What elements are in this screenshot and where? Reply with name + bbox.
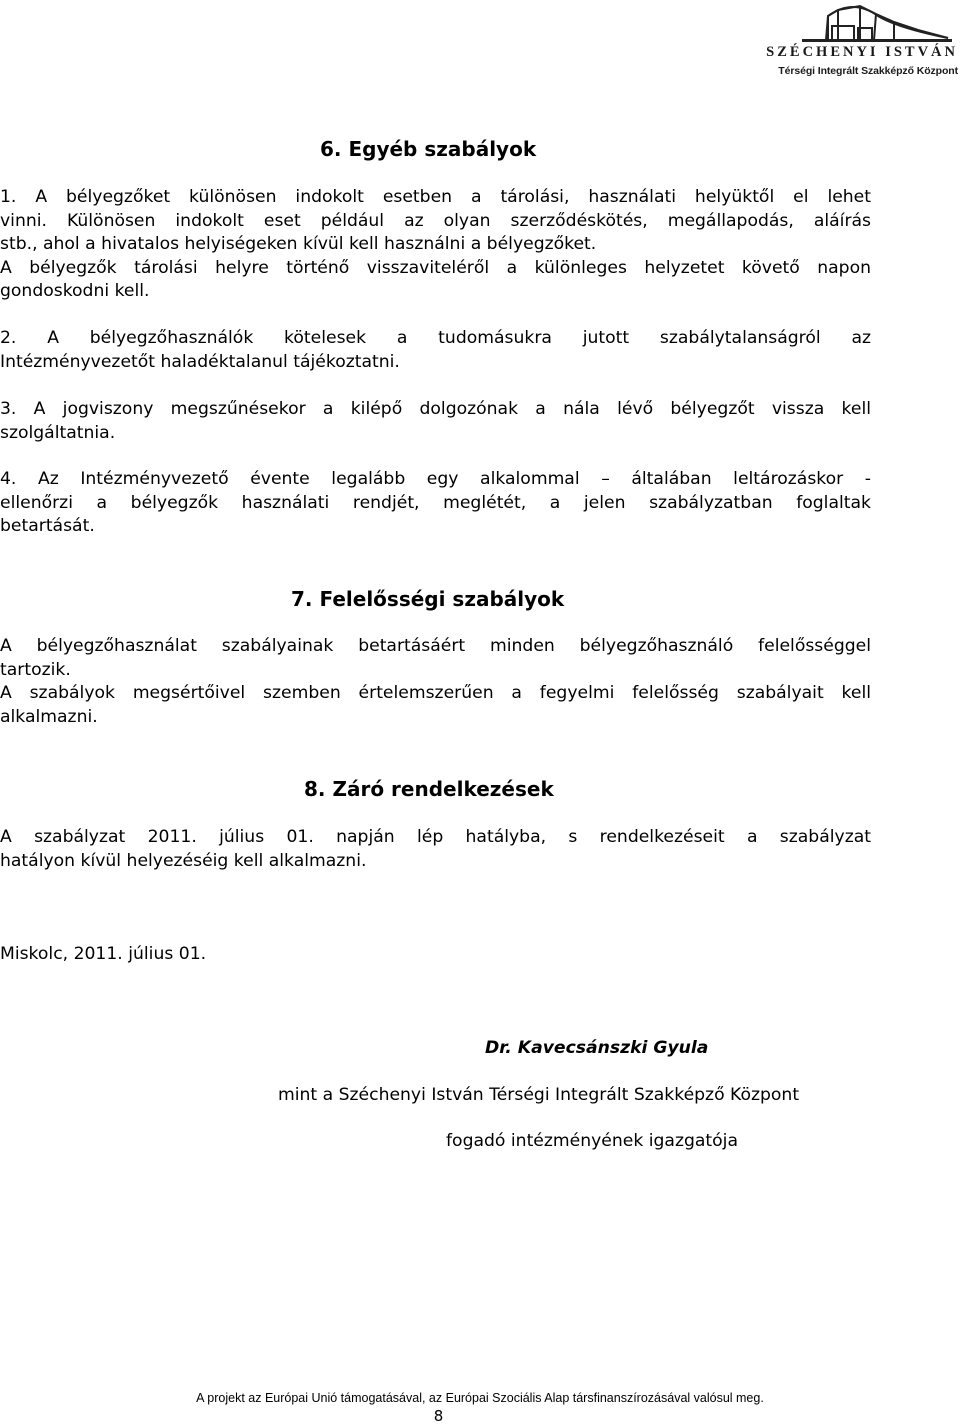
section-6-paragraph-4 bbox=[0, 468, 871, 539]
signatory-role-line-1: mint a Széchenyi István Térségi Integrált Szakképző Központ bbox=[278, 1085, 800, 1105]
text-line: A bélyegzők tárolási helyre történő visszaviteléről a különleges helyzetet követő napon bbox=[0, 257, 871, 278]
text-line: 1. A bélyegzőket különösen indokolt esetben a tárolási, használati helyüktől el lehet bbox=[0, 187, 871, 207]
section-6-paragraph-2 bbox=[0, 327, 871, 374]
text-line: vinni. Különösen indokolt eset például az olyan szerződéskötés, megállapodás, aláírás bbox=[0, 210, 871, 231]
text-line: szolgáltatnia. bbox=[0, 422, 116, 443]
text-line: hatályon kívül helyezéséig kell alkalmazni. bbox=[0, 850, 367, 871]
section-7-paragraph-2 bbox=[0, 682, 871, 729]
text-line: 2. A bélyegzőhasználók kötelesek a tudomásukra jutott szabálytalanságról az bbox=[0, 328, 871, 348]
section-8-title: 8. Záró rendelkezések bbox=[304, 777, 554, 801]
text-line: A szabályzat 2011. július 01. napján lép hatályba, s rendelkezéseit a szabályzat bbox=[0, 827, 871, 847]
text-line: 3. A jogviszony megszűnésekor a kilépő dolgozónak a nála lévő bélyegzőt vissza kell bbox=[0, 399, 871, 419]
text-line: A bélyegzőhasználat szabályainak betartásáért minden bélyegzőhasználó felelősséggel bbox=[0, 636, 871, 656]
section-8-paragraph-1 bbox=[0, 826, 871, 873]
text-line: ellenőrzi a bélyegzők használati rendjét, meglétét, a jelen szabályzatban foglaltak bbox=[0, 492, 871, 513]
bridge-logo-icon bbox=[798, 0, 958, 44]
page-number: 8 bbox=[433, 1407, 444, 1425]
text-line: alkalmazni. bbox=[0, 706, 98, 727]
text-line: gondoskodni kell. bbox=[0, 281, 150, 301]
text-line: Intézményvezetőt haladéktalanul tájékoztatni. bbox=[0, 351, 400, 372]
section-6-title: 6. Egyéb szabályok bbox=[320, 137, 537, 161]
text-line: stb., ahol a hivatalos helyiségeken kívül kell használni a bélyegzőket. bbox=[0, 234, 597, 254]
logo-name: SZÉCHENYI ISTVÁN bbox=[766, 44, 958, 60]
funding-footer: A projekt az Európai Unió támogatásával, az Európai Szociális Alap társfinanszírozásával valósul meg. bbox=[196, 1391, 764, 1405]
text-line: A szabályok megsértőivel szemben értelemszerűen a fegyelmi felelősség szabályait kell bbox=[0, 683, 871, 703]
text-line: betartását. bbox=[0, 516, 95, 536]
section-7-paragraph-1 bbox=[0, 635, 871, 682]
text-line: 4. Az Intézményvezető évente legalább egy alkalommal – általában leltározáskor - bbox=[0, 469, 871, 489]
section-6-paragraph-1 bbox=[0, 186, 871, 304]
place-date: Miskolc, 2011. július 01. bbox=[0, 944, 207, 964]
section-7-title: 7. Felelősségi szabályok bbox=[291, 587, 565, 611]
text-line: tartozik. bbox=[0, 659, 71, 680]
signatory-role-line-2: fogadó intézményének igazgatója bbox=[446, 1131, 738, 1151]
logo-subtitle: Térségi Integrált Szakképző Központ bbox=[778, 65, 958, 77]
section-6-paragraph-3 bbox=[0, 398, 871, 445]
header-logo bbox=[758, 0, 958, 84]
signatory-name: Dr. Kavecsánszki Gyula bbox=[485, 1038, 709, 1058]
